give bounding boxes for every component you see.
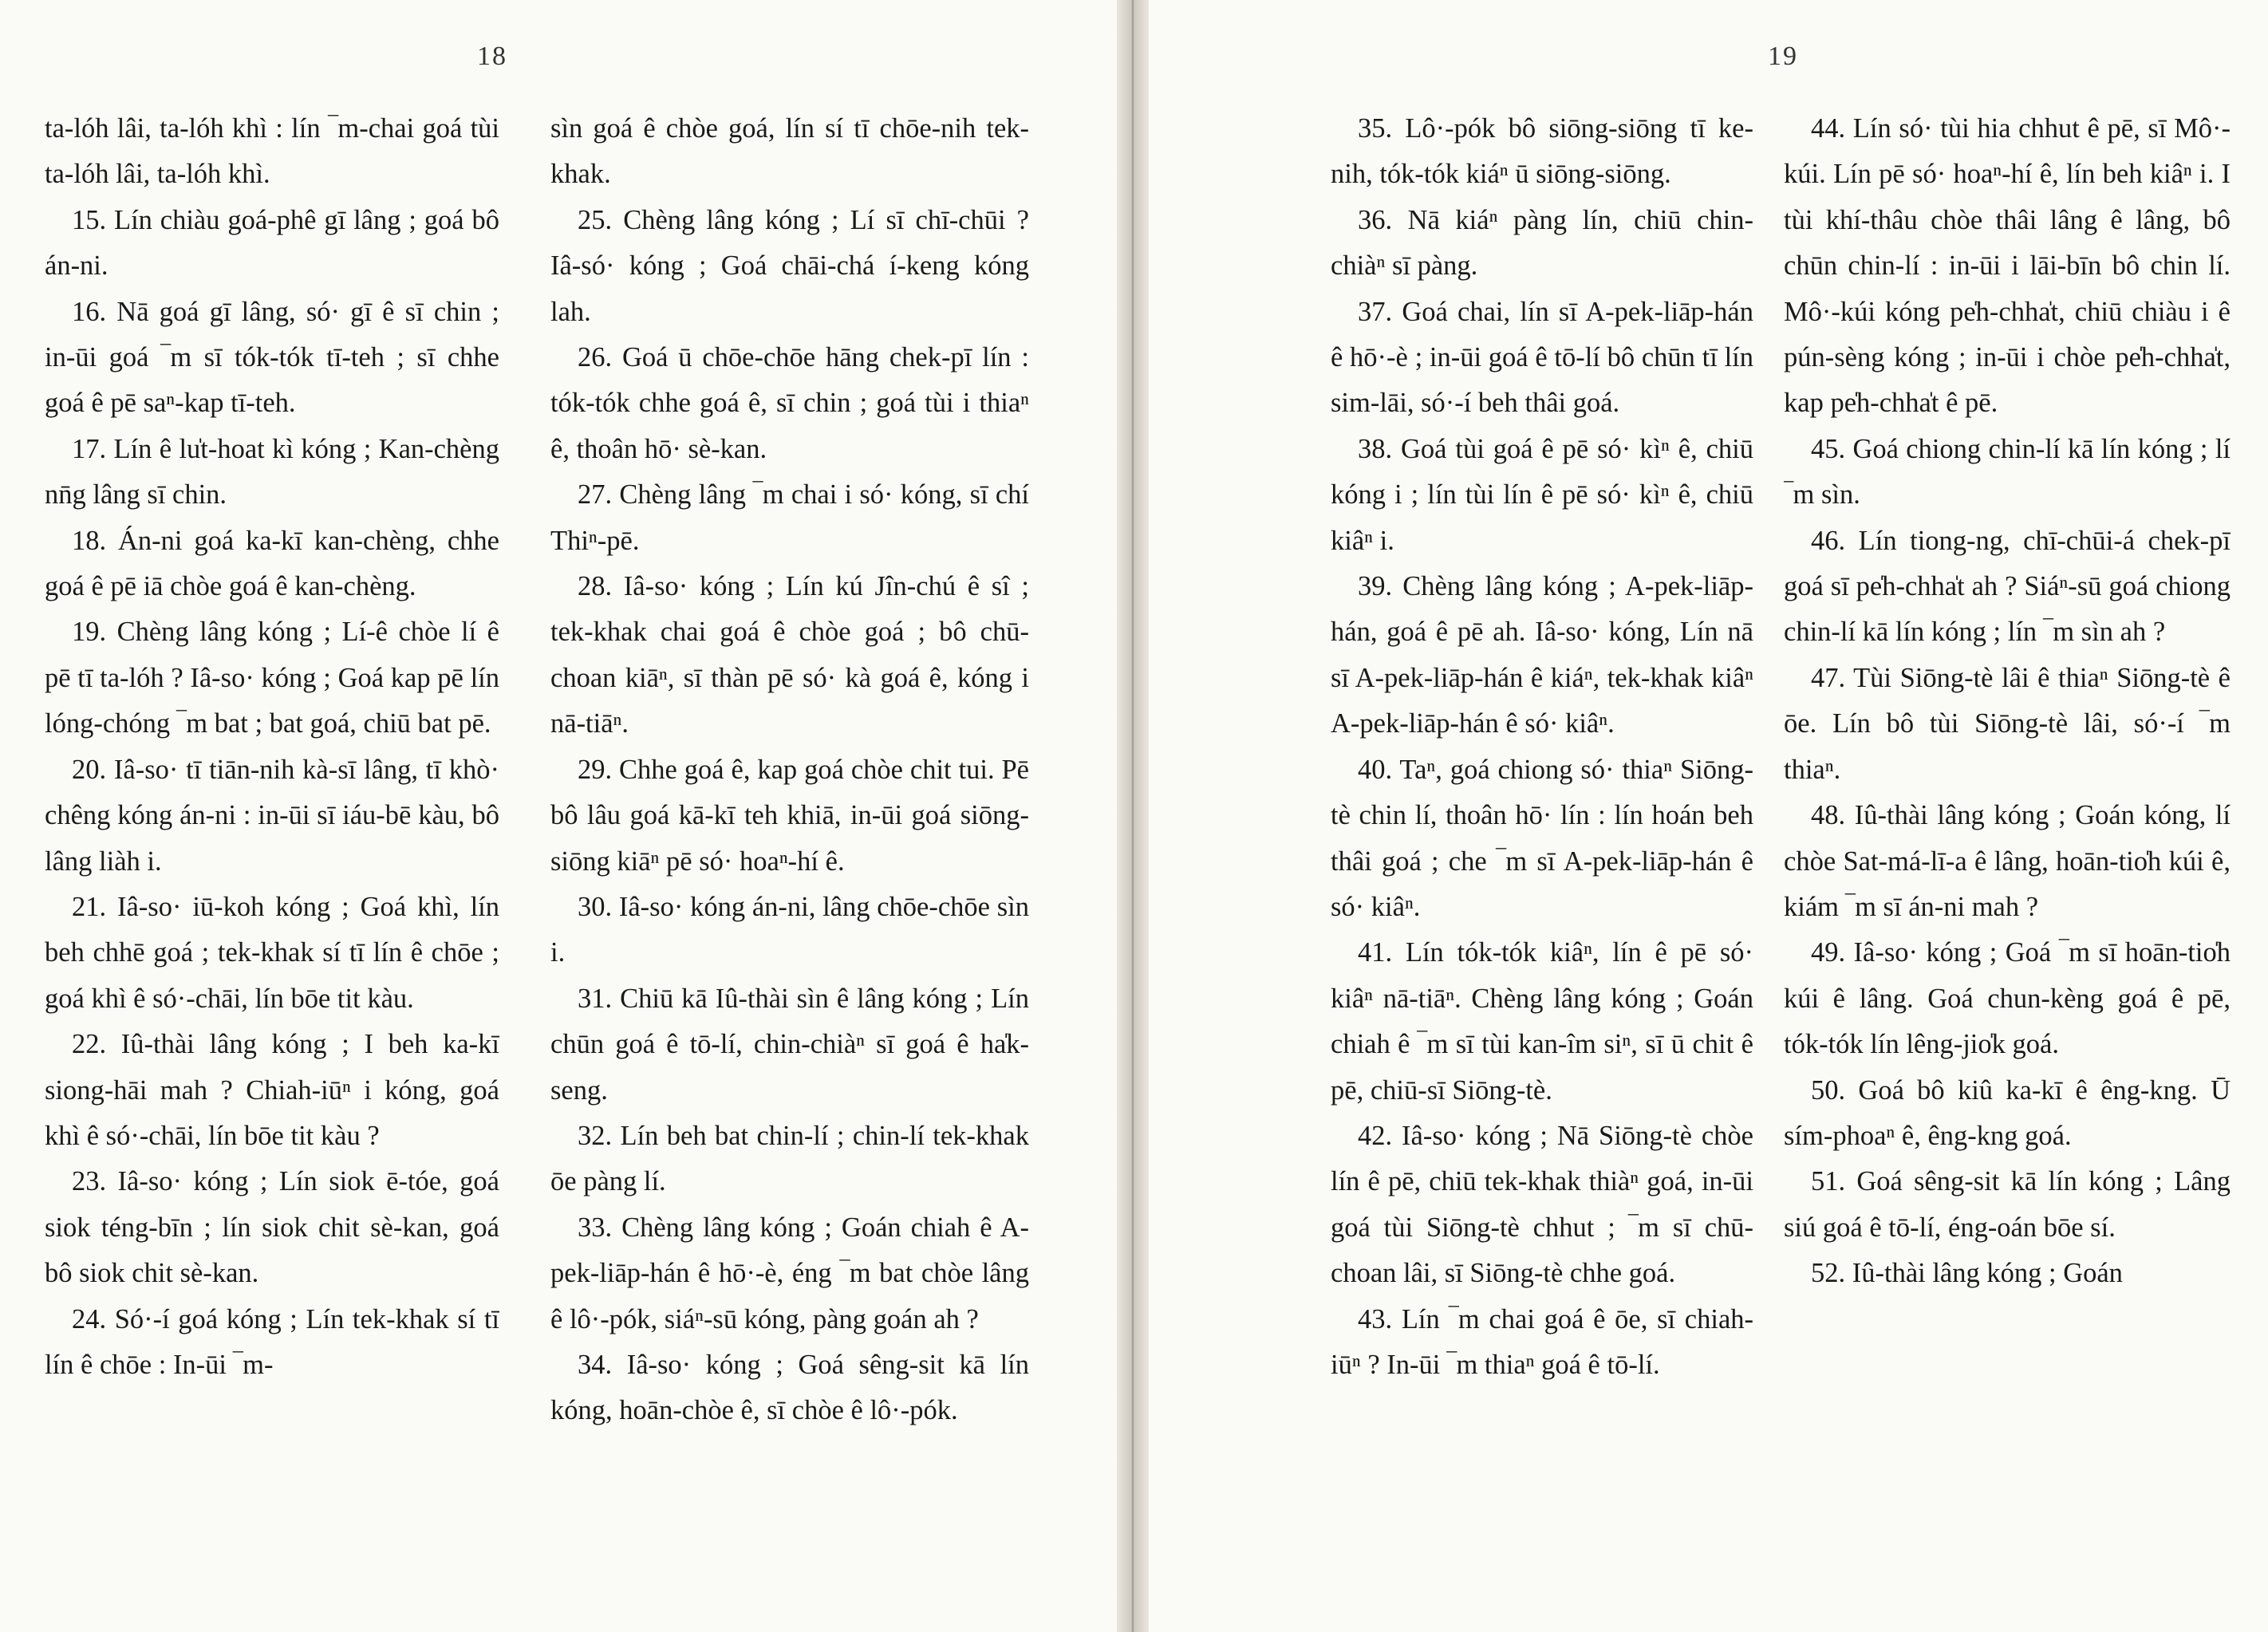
verse-paragraph: 18. Án-ni goá ka-kī kan-chèng, chhe goá ê pē iā chòe goá ê kan-chèng. [45,525,499,602]
verse-paragraph: 40. Taⁿ, goá chiong só· thiaⁿ Siōng-tè chin lí, thoân hō· lín : lín hoán beh thâi goá ; che ‾m sī A-pek-liāp-hán ê só· kiâⁿ. [1331,754,1753,922]
verse-paragraph: 35. Lô·-pók bô siōng-siōng tī ke-nih, tók-tók kiáⁿ ū siōng-siōng. [1331,113,1753,190]
verse-paragraph: 49. Iâ-so· kóng ; Goá ‾m sī hoān-tio̍h kúi ê lâng. Goá chun-kèng goá ê pē, tók-tók lín lêng-jio̍k goá. [1784,937,2231,1060]
verse-paragraph: 45. Goá chiong chin-lí kā lín kóng ; lí ‾m sìn. [1784,433,2231,510]
verse-paragraph: 44. Lín só· tùi hia chhut ê pē, sī Mô·-kúi. Lín pē só· hoaⁿ-hí ê, lín beh kiâⁿ i. I tùi khí-thâu chòe thâi lâng ê lâng, bô chūn chin-lí : in-ūi i lāi-bīn bô chin lí. Mô·-kúi kóng pe̍h-chha̍t, chiū chiàu i ê pún-sèng kóng ; in-ūi i chòe pe̍h-chha̍t, kap pe̍h-chha̍t ê pē. [1784,113,2231,419]
verse-paragraph: 25. Chèng lâng kóng ; Lí sī chī-chūi ? Iâ-só· kóng ; Goá chāi-chá í-keng kóng lah. [550,204,1029,327]
right-column-a [1331,106,1753,1606]
verse-paragraph: 30. Iâ-so· kóng án-ni, lâng chōe-chōe sìn i. [550,891,1029,968]
verse-paragraph: 16. Nā goá gī lâng, só· gī ê sī chin ; in-ūi goá ‾m sī tók-tók tī-teh ; sī chhe goá ê pē saⁿ-kap tī-teh. [45,296,499,419]
right-page [1149,0,2268,1632]
left-page [0,0,1117,1632]
right-column-b [1784,106,2231,1606]
verse-paragraph: 46. Lín tiong-ng, chī-chūi-á chek-pī goá sī pe̍h-chha̍t ah ? Siáⁿ-sū goá chiong chin-lí kā lín kóng ; lín ‾m sìn ah ? [1784,525,2231,648]
verse-paragraph: 31. Chiū kā Iû-thài sìn ê lâng kóng ; Lín chūn goá ê tō-lí, chin-chiàⁿ sī goá ê ha̍k-seng. [550,983,1029,1106]
left-column-a [45,106,499,1606]
verse-paragraph: 42. Iâ-so· kóng ; Nā Siōng-tè chòe lín ê pē, chiū tek-khak thiàⁿ goá, in-ūi goá tùi Siōng-tè chhut ; ‾m sī chū-choan lâi, sī Siōng-tè chhe goá. [1331,1120,1753,1289]
verse-paragraph: 33. Chèng lâng kóng ; Goán chiah ê A-pek-liāp-hán ê hō·-è, éng ‾m bat chòe lâng ê lô·-pók, siáⁿ-sū kóng, pàng goán ah ? [550,1212,1029,1334]
book-gutter [1117,0,1149,1632]
verse-paragraph: 32. Lín beh bat chin-lí ; chin-lí tek-khak ōe pàng lí. [550,1120,1029,1197]
verse-paragraph: 21. Iâ-so· iū-koh kóng ; Goá khì, lín beh chhē goá ; tek-khak sí tī lín ê chōe ; goá khì ê só·-chāi, lín bōe tit kàu. [45,891,499,1014]
verse-paragraph: 17. Lín ê lu̍t-hoat kì kóng ; Kan-chèng nn̄g lâng sī chin. [45,433,499,510]
verse-paragraph: 48. Iû-thài lâng kóng ; Goán kóng, lí chòe Sat-má-lī-a ê lâng, hoān-tio̍h kúi ê, kiám ‾m sī án-ni mah ? [1784,800,2231,922]
verse-paragraph: sìn goá ê chòe goá, lín sí tī chōe-nih tek-khak. [550,113,1029,190]
verse-paragraph: 39. Chèng lâng kóng ; A-pek-liāp-hán, goá ê pē ah. Iâ-so· kóng, Lín nā sī A-pek-liāp-hán ê kiáⁿ, tek-khak kiâⁿ A-pek-liāp-hán ê só· kiâⁿ. [1331,571,1753,739]
verse-paragraph: 27. Chèng lâng ‾m chai i só· kóng, sī chí Thiⁿ-pē. [550,479,1029,556]
verse-paragraph: 47. Tùi Siōng-tè lâi ê thiaⁿ Siōng-tè ê ōe. Lín bô tùi Siōng-tè lâi, só·-í ‾m thiaⁿ. [1784,662,2231,785]
verse-paragraph: 19. Chèng lâng kóng ; Lí-ê chòe lí ê pē tī ta-lóh ? Iâ-so· kóng ; Goá kap pē lín lóng-chóng ‾m bat ; bat goá, chiū bat pē. [45,617,499,739]
verse-paragraph: 41. Lín tók-tók kiâⁿ, lín ê pē só· kiâⁿ nā-tiāⁿ. Chèng lâng kóng ; Goán chiah ê ‾m sī tùi kan-îm siⁿ, sī ū chit ê pē, chiū-sī Siōng-tè. [1331,937,1753,1106]
verse-paragraph: 51. Goá sêng-sit kā lín kóng ; Lâng siú goá ê tō-lí, éng-oán bōe sí. [1784,1166,2231,1243]
verse-paragraph: 28. Iâ-so· kóng ; Lín kú Jîn-chú ê sî ; tek-khak chai goá ê chòe goá ; bô chū-choan kiāⁿ, sī thàn pē só· kà goá ê, kóng i nā-tiāⁿ. [550,571,1029,739]
verse-paragraph: 34. Iâ-so· kóng ; Goá sêng-sit kā lín kóng, hoān-chòe ê, sī chòe ê lô·-pók. [550,1349,1029,1426]
left-column-b [550,106,1029,1606]
verse-paragraph: 20. Iâ-so· tī tiān-nih kà-sī lâng, tī khò· chêng kóng án-ni : in-ūi sī iáu-bē kàu, bô lâng liàh i. [45,754,499,877]
page-number: 18 [477,41,507,71]
verse-paragraph: 23. Iâ-so· kóng ; Lín siok ē-tóe, goá siok téng-bīn ; lín siok chit sè-kan, goá bô siok chit sè-kan. [45,1166,499,1289]
page-number: 19 [1768,41,1798,71]
verse-paragraph: 38. Goá tùi goá ê pē só· kìⁿ ê, chiū kóng i ; lín tùi lín ê pē só· kìⁿ ê, chiū kiâⁿ i. [1331,433,1753,556]
verse-paragraph: 26. Goá ū chōe-chōe hāng chek-pī lín : tók-tók chhe goá ê, sī chin ; goá tùi i thiaⁿ ê, thoân hō· sè-kan. [550,342,1029,464]
verse-paragraph: 24. Só·-í goá kóng ; Lín tek-khak sí tī lín ê chōe : In-ūi ‾m- [45,1303,499,1380]
verse-paragraph: 22. Iû-thài lâng kóng ; I beh ka-kī siong-hāi mah ? Chiah-iūⁿ i kóng, goá khì ê só·-chāi, lín bōe tit kàu ? [45,1029,499,1151]
verse-paragraph: 37. Goá chai, lín sī A-pek-liāp-hán ê hō·-è ; in-ūi goá ê tō-lí bô chūn tī lín sim-lāi, só·-í beh thâi goá. [1331,296,1753,419]
verse-paragraph: 52. Iû-thài lâng kóng ; Goán [1811,1258,2123,1289]
verse-paragraph: 36. Nā kiáⁿ pàng lín, chiū chin-chiàⁿ sī pàng. [1331,204,1753,282]
verse-paragraph: 15. Lín chiàu goá-phê gī lâng ; goá bô án-ni. [45,204,499,282]
verse-paragraph: ta-lóh lâi, ta-lóh khì : lín ‾m-chai goá tùi ta-lóh lâi, ta-lóh khì. [45,113,499,190]
verse-paragraph: 43. Lín ‾m chai goá ê ōe, sī chiah-iūⁿ ? In-ūi ‾m thiaⁿ goá ê tō-lí. [1331,1303,1753,1380]
verse-paragraph: 50. Goá bô kiû ka-kī ê êng-kng. Ū sím-phoaⁿ ê, êng-kng goá. [1784,1074,2231,1151]
verse-paragraph: 29. Chhe goá ê, kap goá chòe chit tui. Pē bô lâu goá kā-kī teh khiā, in-ūi goá siōng-siōng kiāⁿ pē só· hoaⁿ-hí ê. [550,754,1029,877]
